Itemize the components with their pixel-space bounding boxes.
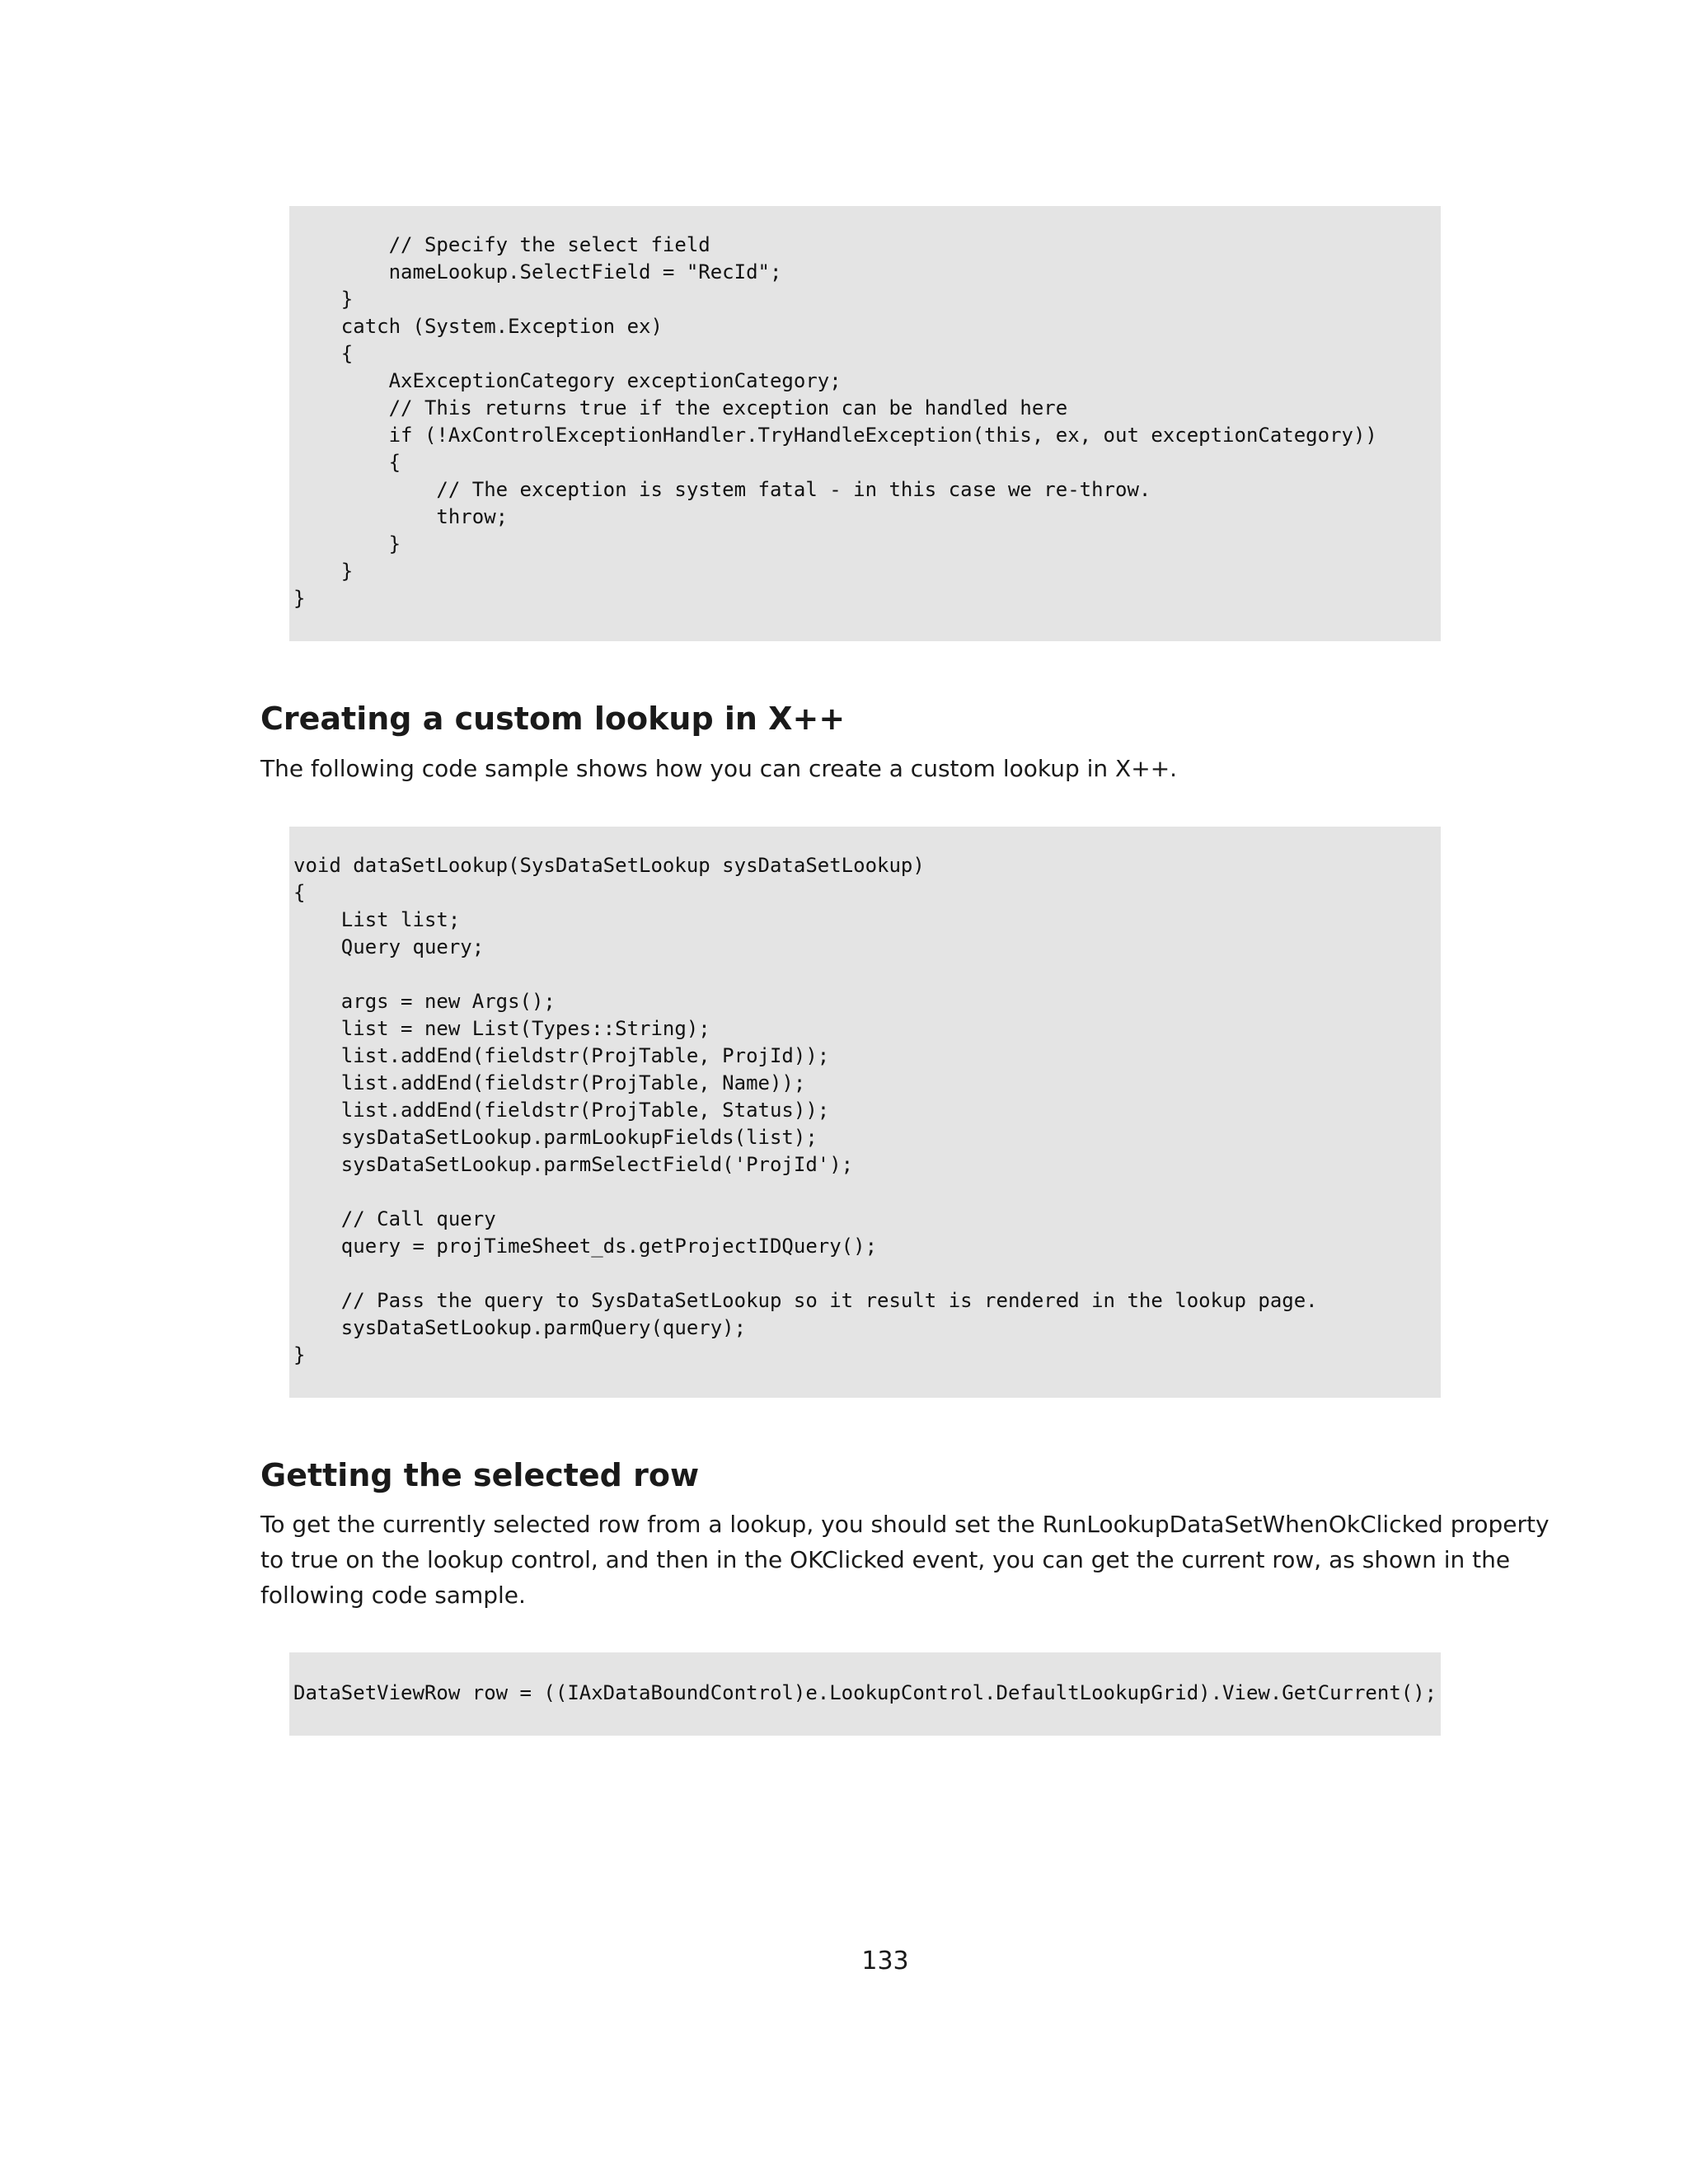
page-number: 133 xyxy=(861,1947,909,1975)
section-body-custom-lookup: The following code sample shows how you can create a custom lookup in X++. xyxy=(260,755,1178,782)
body-line: To get the currently selected row from a lookup, you should set the RunLookupDataSetWhenOkClicked property xyxy=(260,1511,1550,1538)
code-block-get-current-row xyxy=(289,1652,1441,1736)
code-text: DataSetViewRow row = ((IAxDataBoundControl)e.LookupControl.DefaultLookupGrid).View.GetCurrent(); xyxy=(293,1681,1437,1704)
section-heading-custom-lookup: Creating a custom lookup in X++ xyxy=(260,701,846,737)
code-block-custom-lookup xyxy=(289,827,1441,1398)
code-text: // Specify the select field nameLookup.SelectField = "RecId"; } catch (System.Exception ex) { AxExceptionCategory exceptionCategory; // This returns true if the exception can be handled here if (!AxControlExceptionHandler.TryHandleException(this, ex, out exceptionCategory)) { // The exception is system fatal - in this case we re-throw. throw; } } } xyxy=(293,233,1377,610)
code-block-exception-handling xyxy=(289,206,1441,641)
section-body-selected-row xyxy=(260,1507,1550,1613)
body-line: following code sample. xyxy=(260,1582,526,1609)
body-line: to true on the lookup control, and then in the OKClicked event, you can get the current row, as shown in the xyxy=(260,1546,1511,1573)
section-heading-selected-row: Getting the selected row xyxy=(260,1457,700,1493)
code-text: void dataSetLookup(SysDataSetLookup sysDataSetLookup) { List list; Query query; args = new Args(); list = new List(Types::String); list.addEnd(fieldstr(ProjTable, ProjId)); list.addEnd(fieldstr(ProjTable, Name)); list.addEnd(fieldstr(ProjTable, Status)); sysDataSetLookup.parmLookupFields(list); sysDataSetLookup.parmSelectField('ProjId'); // Call query query = projTimeSheet_ds.getProjectIDQuery(); // Pass the query to SysDataSetLookup so it result is rendered in the lookup page. sysDataSetLookup.parmQuery(query); } xyxy=(293,854,1318,1366)
